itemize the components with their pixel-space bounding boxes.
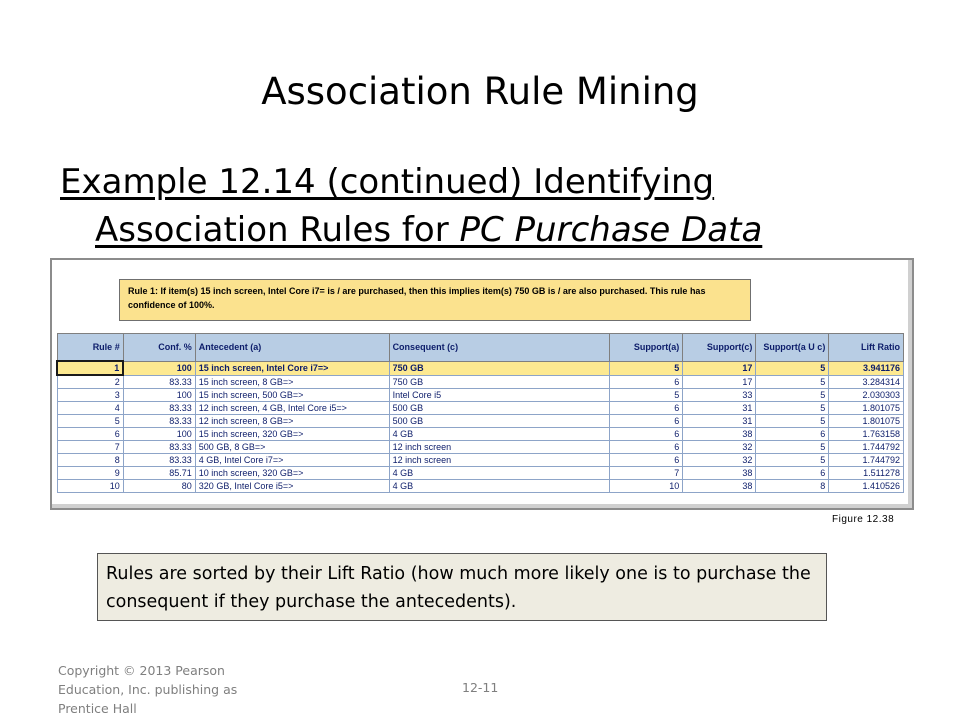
table-cell[interactable]: 5 <box>610 361 683 375</box>
table-cell[interactable]: 5 <box>756 361 829 375</box>
table-cell[interactable]: 17 <box>683 361 756 375</box>
table-cell[interactable]: 10 <box>610 480 683 493</box>
table-cell[interactable]: 1.763158 <box>829 428 904 441</box>
table-cell[interactable]: 5 <box>756 441 829 454</box>
note-box: Rules are sorted by their Lift Ratio (how much more likely one is to purchase the consequent if they purchase the antecedents). <box>97 553 827 621</box>
subtitle-line-2-italic: PC Purchase Data <box>459 210 763 250</box>
table-cell[interactable]: 100 <box>123 361 195 375</box>
table-cell[interactable]: 85.71 <box>123 467 195 480</box>
table-cell[interactable]: 500 GB <box>389 402 610 415</box>
table-cell[interactable]: 320 GB, Intel Core i5=> <box>195 480 389 493</box>
association-rules-table <box>56 333 904 493</box>
table-cell[interactable]: 83.33 <box>123 454 195 467</box>
table-cell[interactable]: 500 GB, 8 GB=> <box>195 441 389 454</box>
table-cell[interactable]: 6 <box>610 441 683 454</box>
table-cell[interactable]: 83.33 <box>123 402 195 415</box>
table-cell[interactable]: 750 GB <box>389 361 610 375</box>
table-row[interactable] <box>57 441 904 454</box>
table-row[interactable] <box>57 428 904 441</box>
table-cell[interactable]: 8 <box>756 480 829 493</box>
table-cell[interactable]: 6 <box>610 428 683 441</box>
table-cell[interactable]: 7 <box>57 441 123 454</box>
table-cell[interactable]: 32 <box>683 454 756 467</box>
copyright-text: Copyright © 2013 Pearson Education, Inc. publishing as Prentice Hall <box>58 663 238 716</box>
table-cell[interactable]: 1.410526 <box>829 480 904 493</box>
table-cell[interactable]: 5 <box>756 402 829 415</box>
table-cell[interactable]: 31 <box>683 402 756 415</box>
subtitle-line-2 <box>60 206 860 254</box>
table-cell[interactable]: 12 inch screen, 4 GB, Intel Core i5=> <box>195 402 389 415</box>
table-cell[interactable]: 31 <box>683 415 756 428</box>
slide-subtitle <box>60 158 860 254</box>
table-cell[interactable]: 3 <box>57 389 123 402</box>
table-cell[interactable]: 1 <box>57 361 123 375</box>
table-cell[interactable]: 83.33 <box>123 441 195 454</box>
table-cell[interactable]: 1.511278 <box>829 467 904 480</box>
table-cell[interactable]: 2 <box>57 375 123 389</box>
table-cell[interactable]: 500 GB <box>389 415 610 428</box>
table-cell[interactable]: 38 <box>683 480 756 493</box>
table-cell[interactable]: 6 <box>610 415 683 428</box>
table-row[interactable] <box>57 467 904 480</box>
table-cell[interactable]: 6 <box>756 428 829 441</box>
table-cell[interactable]: 6 <box>610 454 683 467</box>
column-header[interactable]: Consequent (c) <box>389 334 610 362</box>
table-cell[interactable]: 100 <box>123 428 195 441</box>
table-cell[interactable]: 100 <box>123 389 195 402</box>
column-header[interactable]: Support(a U c) <box>756 334 829 362</box>
subtitle-line-1: Example 12.14 (continued) Identifying <box>60 162 715 202</box>
table-cell[interactable]: 750 GB <box>389 375 610 389</box>
rule-description-box: Rule 1: If item(s) 15 inch screen, Intel Core i7= is / are purchased, then this implies item(s) 750 GB is / are also purchased. This rule has confidence of 100%. <box>119 279 751 321</box>
table-cell[interactable]: 5 <box>57 415 123 428</box>
table-row[interactable] <box>57 375 904 389</box>
table-cell[interactable]: 83.33 <box>123 415 195 428</box>
table-cell[interactable]: 5 <box>756 454 829 467</box>
table-cell[interactable]: 4 GB <box>389 480 610 493</box>
table-cell[interactable]: 1.744792 <box>829 441 904 454</box>
table-cell[interactable]: 9 <box>57 467 123 480</box>
table-cell[interactable]: 15 inch screen, Intel Core i7=> <box>195 361 389 375</box>
table-cell[interactable]: 5 <box>610 389 683 402</box>
column-header[interactable]: Rule # <box>57 334 123 362</box>
table-cell[interactable]: 6 <box>57 428 123 441</box>
table-cell[interactable]: 38 <box>683 467 756 480</box>
table-header-row <box>57 334 904 362</box>
table-cell[interactable]: 7 <box>610 467 683 480</box>
table-cell[interactable]: 6 <box>610 375 683 389</box>
page-number: 12-11 <box>462 680 499 695</box>
table-cell[interactable]: 8 <box>57 454 123 467</box>
table-cell[interactable]: 38 <box>683 428 756 441</box>
table-cell[interactable]: 4 GB <box>389 428 610 441</box>
table-cell[interactable]: 6 <box>610 402 683 415</box>
table-cell[interactable]: 80 <box>123 480 195 493</box>
table-row[interactable] <box>57 389 904 402</box>
table-cell[interactable]: 5 <box>756 375 829 389</box>
subtitle-line-2-text: Association Rules for <box>95 210 460 250</box>
table-cell[interactable]: 12 inch screen, 8 GB=> <box>195 415 389 428</box>
table-cell[interactable]: 15 inch screen, 320 GB=> <box>195 428 389 441</box>
table-cell[interactable]: 1.801075 <box>829 402 904 415</box>
table-cell[interactable]: 4 <box>57 402 123 415</box>
table-cell[interactable]: 4 GB, Intel Core i7=> <box>195 454 389 467</box>
column-header[interactable]: Antecedent (a) <box>195 334 389 362</box>
table-row[interactable] <box>57 454 904 467</box>
table-cell[interactable]: 83.33 <box>123 375 195 389</box>
table-cell[interactable]: 10 <box>57 480 123 493</box>
table-cell[interactable]: 12 inch screen <box>389 441 610 454</box>
table-cell[interactable]: 33 <box>683 389 756 402</box>
table-row[interactable] <box>57 480 904 493</box>
table-cell[interactable]: 4 GB <box>389 467 610 480</box>
table-cell[interactable]: 2.030303 <box>829 389 904 402</box>
table-cell[interactable]: 1.744792 <box>829 454 904 467</box>
table-cell[interactable]: 32 <box>683 441 756 454</box>
table-cell[interactable]: Intel Core i5 <box>389 389 610 402</box>
table-cell[interactable]: 12 inch screen <box>389 454 610 467</box>
column-header[interactable]: Support(a) <box>610 334 683 362</box>
table-cell[interactable]: 5 <box>756 389 829 402</box>
column-header[interactable]: Lift Ratio <box>829 334 904 362</box>
table-cell[interactable]: 15 inch screen, 500 GB=> <box>195 389 389 402</box>
figure-caption: Figure 12.38 <box>832 514 895 525</box>
table-cell[interactable]: 1.801075 <box>829 415 904 428</box>
column-header[interactable]: Support(c) <box>683 334 756 362</box>
worksheet-figure <box>50 258 914 510</box>
table-row[interactable] <box>57 361 904 375</box>
slide-title: Association Rule Mining <box>261 70 699 113</box>
column-header[interactable]: Conf. % <box>123 334 195 362</box>
table-cell[interactable]: 3.941176 <box>829 361 904 375</box>
table-cell[interactable]: 10 inch screen, 320 GB=> <box>195 467 389 480</box>
table-row[interactable] <box>57 415 904 428</box>
table-cell[interactable]: 15 inch screen, 8 GB=> <box>195 375 389 389</box>
table-cell[interactable]: 3.284314 <box>829 375 904 389</box>
table-row[interactable] <box>57 402 904 415</box>
table-cell[interactable]: 6 <box>756 467 829 480</box>
table-cell[interactable]: 17 <box>683 375 756 389</box>
table-cell[interactable]: 5 <box>756 415 829 428</box>
